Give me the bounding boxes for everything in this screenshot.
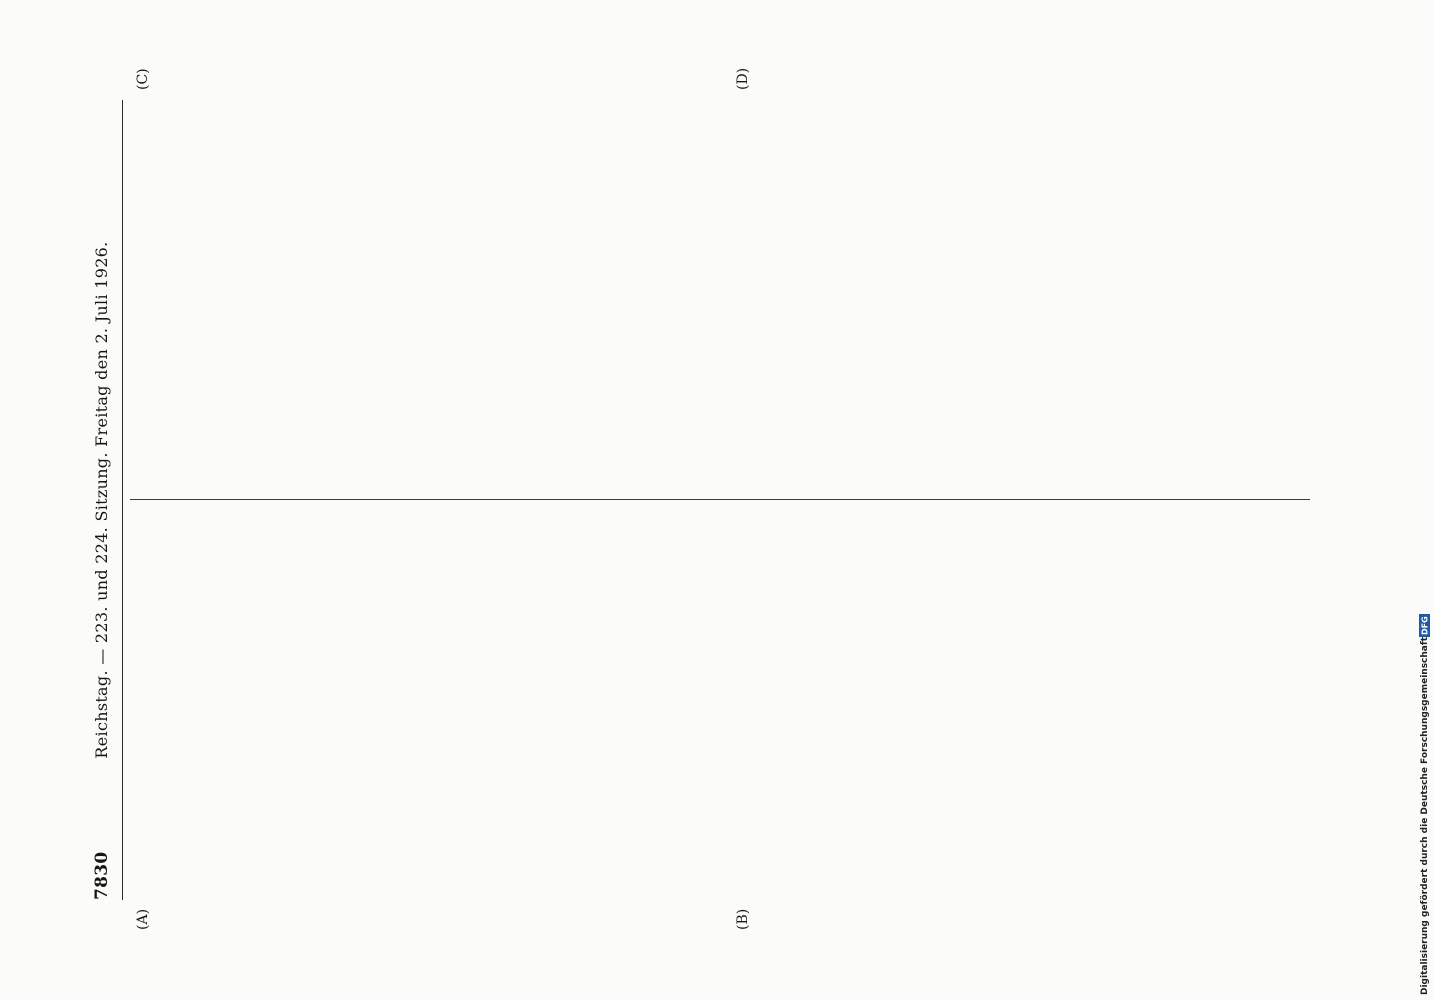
margin-marker-d: (D) [735,67,751,90]
margin-marker-a: (A) [135,908,151,930]
digitization-note: Digitalisierung gefördert durch die Deutsche Forschungsgemeinschaft [1420,636,1430,995]
running-title: Reichstag. — 223. und 224. Sitzung. Freitag den 2. Juli 1926. [92,241,111,759]
right-text-column [130,100,1310,488]
digitization-credit [1418,10,1432,995]
page-number: 7830 [92,851,112,900]
running-head [92,100,122,900]
column-divider [130,499,1310,500]
margin-marker-b: (B) [735,908,751,930]
left-text-column [130,512,1310,900]
margin-marker-c: (C) [135,68,151,90]
dfg-logo: DFG [1420,616,1430,635]
header-rule [122,100,123,900]
